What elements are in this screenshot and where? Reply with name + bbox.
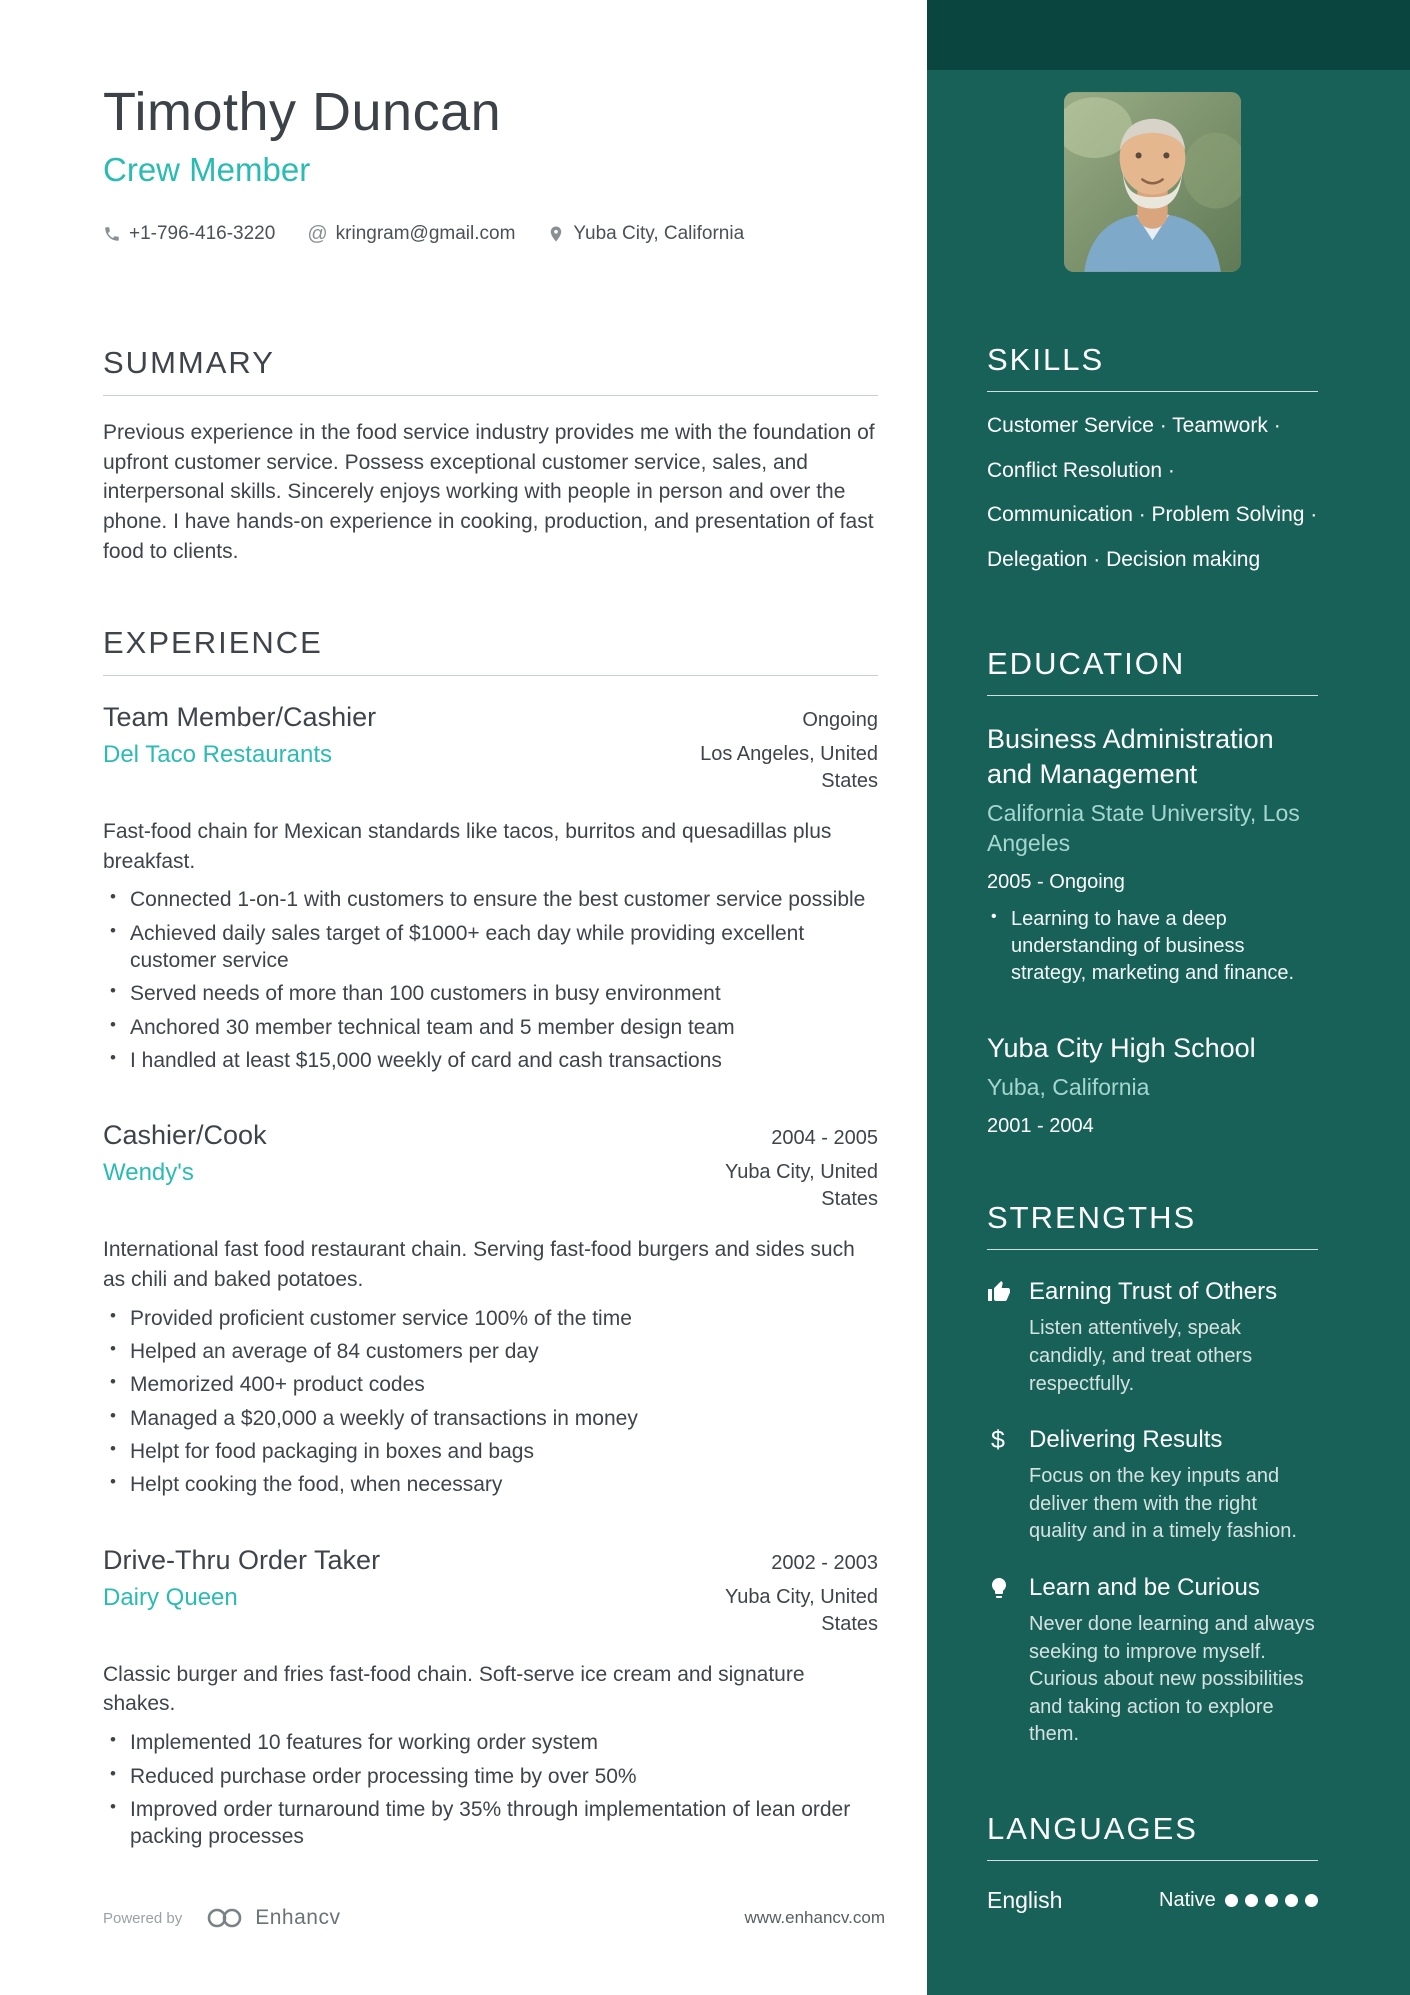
enhancv-brand[interactable] [204, 1906, 340, 1930]
strengths-heading: STRENGTHS [987, 1200, 1318, 1250]
job-description: International fast food restaurant chain. Serving fast-food burgers and sides such as chili and baked potatoes. [103, 1238, 855, 1292]
bullet-item: • Provided proficient customer service 100% of the time [103, 1305, 878, 1332]
proficiency-dot [1225, 1894, 1238, 1907]
profile-photo-illustration [1064, 92, 1241, 272]
job-description: Classic burger and fries fast-food chain. Soft-serve ice cream and signature shakes. [103, 1662, 805, 1716]
enhancv-logo-icon [204, 1906, 246, 1930]
job-company: Del Taco Restaurants [103, 740, 333, 768]
skills-section [987, 342, 1318, 582]
phone-icon [103, 225, 121, 243]
strength-body [1029, 1426, 1318, 1546]
language-name: English [987, 1886, 1063, 1913]
summary-text: Previous experience in the food service industry provides me with the foundation of upfront customer service. Possess exceptional customer service, sales, and interpersonal skills. Sincerely enjoys working with people in person and over the phone. I have hands-on experience in cooking, production, and presentation of fast food to clients. [103, 420, 875, 564]
skills-list: Customer Service · Teamwork · Conflict Resolution · Communication · Problem Solving · Delegation · Decision making [987, 414, 1318, 571]
bullet-item: • Helped an average of 84 customers per day [103, 1338, 878, 1365]
job-bullet-list [103, 886, 878, 1074]
bullet-item: • Improved order turnaround time by 35% through implementation of lean order packing processes [103, 1796, 878, 1851]
thumbs-up-icon [987, 1278, 1017, 1398]
strength-text: Never done learning and always seeking to improve myself. Curious about new possibilities and taking action to explore them. [1029, 1612, 1315, 1746]
education-dates: 2005 - Ongoing [987, 870, 1125, 893]
footer [103, 1906, 885, 1930]
job-location: Los Angeles, United States [700, 742, 878, 792]
education-school: Yuba, California [987, 1074, 1150, 1101]
bullet-item: • Served needs of more than 100 customers in busy environment [103, 980, 878, 1007]
education-heading: EDUCATION [987, 646, 1318, 696]
email-text: kringram@gmail.com [335, 222, 516, 244]
summary-heading: SUMMARY [103, 345, 878, 396]
job-dates: 2002 - 2003 [771, 1551, 878, 1574]
job-header [103, 1545, 878, 1576]
bullet-item: • Helpt for food packaging in boxes and bags [103, 1438, 878, 1465]
job-entry [103, 1120, 878, 1498]
education-dates: 2001 - 2004 [987, 1115, 1094, 1138]
strength-title: Learn and be Curious [1029, 1573, 1260, 1601]
languages-heading: LANGUAGES [987, 1811, 1318, 1861]
job-company: Wendy's [103, 1159, 194, 1187]
bullet-item: • Anchored 30 member technical team and 5 member design team [103, 1014, 878, 1041]
education-entry [987, 722, 1318, 987]
powered-by-label: Powered by [103, 1909, 183, 1927]
languages-section [987, 1811, 1318, 1914]
language-dots [1225, 1894, 1318, 1907]
strength-title: Delivering Results [1029, 1426, 1223, 1454]
strength-body [1029, 1278, 1318, 1398]
proficiency-dot [1265, 1894, 1278, 1907]
job-dates: Ongoing [802, 708, 878, 731]
bullet-item: • Achieved daily sales target of $1000+ each day while providing excellent customer service [103, 920, 878, 975]
sidebar-top-band [927, 0, 1410, 70]
strength-item [987, 1574, 1318, 1749]
bullet-item: • Learning to have a deep understanding of business strategy, marketing and finance. [987, 906, 1318, 987]
job-subheader [103, 1159, 878, 1213]
skills-heading: SKILLS [987, 342, 1318, 392]
profile-photo [1064, 92, 1241, 272]
sidebar-content [927, 70, 1410, 1914]
location-text: Yuba City, California [573, 222, 745, 244]
job-role: Drive-Thru Order Taker [103, 1544, 381, 1575]
experience-heading: EXPERIENCE [103, 625, 878, 676]
dollar-icon: $ [991, 1426, 1005, 1455]
job-description: Fast-food chain for Mexican standards like tacos, burritos and quesadillas plus breakfast. [103, 819, 832, 873]
education-entry [987, 1031, 1318, 1138]
bullet-item: • Implemented 10 features for working order system [103, 1729, 878, 1756]
job-role: Cashier/Cook [103, 1120, 267, 1151]
contact-row [103, 223, 878, 245]
bullet-item: • Helpt cooking the food, when necessary [103, 1471, 878, 1498]
job-location: Yuba City, United States [724, 1161, 878, 1211]
strength-body [1029, 1574, 1318, 1749]
bullet-item: • I handled at least $15,000 weekly of card and cash transactions [103, 1047, 878, 1074]
experience-section [103, 625, 878, 1851]
person-job-title: Crew Member [103, 150, 311, 188]
education-degree: Business Administration and Management [987, 724, 1274, 789]
phone-contact[interactable] [103, 223, 275, 245]
location-contact [547, 223, 744, 245]
person-name: Timothy Duncan [103, 82, 502, 142]
strengths-section [987, 1200, 1318, 1749]
email-at-icon: @ [307, 222, 328, 245]
job-entry [103, 1545, 878, 1851]
education-school: California State University, Los Angeles [987, 800, 1300, 857]
website-link[interactable]: www.enhancv.com [744, 1908, 885, 1927]
bullet-item: • Memorized 400+ product codes [103, 1371, 878, 1398]
strength-item [987, 1426, 1318, 1546]
strength-text: Listen attentively, speak candidly, and treat others respectfully. [1029, 1317, 1253, 1395]
phone-text: +1-796-416-3220 [129, 222, 276, 244]
education-section [987, 646, 1318, 1138]
job-header [103, 1120, 878, 1151]
job-bullet-list [103, 1305, 878, 1499]
job-location: Yuba City, United States [724, 1585, 878, 1635]
lightbulb-icon [987, 1574, 1017, 1749]
email-contact[interactable] [307, 223, 515, 245]
strength-title: Earning Trust of Others [1029, 1278, 1278, 1306]
strength-item [987, 1278, 1318, 1398]
job-entry [103, 702, 878, 1074]
education-bullet-list [987, 906, 1318, 987]
proficiency-dot [1305, 1894, 1318, 1907]
job-header [103, 702, 878, 733]
brand-name: Enhancv [255, 1906, 341, 1929]
location-pin-icon [547, 225, 565, 243]
language-row [987, 1887, 1318, 1914]
job-subheader [103, 1584, 878, 1638]
job-dates: 2004 - 2005 [771, 1127, 878, 1150]
proficiency-dot [1245, 1894, 1258, 1907]
bullet-item: • Connected 1-on-1 with customers to ensure the best customer service possible [103, 886, 878, 913]
language-level: Native [1159, 1888, 1216, 1911]
summary-section [103, 345, 878, 567]
bullet-item: • Managed a $20,000 a weekly of transactions in money [103, 1405, 878, 1432]
job-bullet-list [103, 1729, 878, 1850]
header [103, 80, 878, 245]
bullet-item: • Reduced purchase order processing time by over 50% [103, 1763, 878, 1790]
proficiency-dot [1285, 1894, 1298, 1907]
job-subheader [103, 741, 878, 795]
sidebar [927, 0, 1410, 1995]
job-company: Dairy Queen [103, 1583, 238, 1611]
education-degree: Yuba City High School [987, 1032, 1256, 1063]
job-role: Team Member/Cashier [103, 701, 377, 732]
strength-text: Focus on the key inputs and deliver them with the right quality and in a timely fashion. [1029, 1465, 1297, 1543]
